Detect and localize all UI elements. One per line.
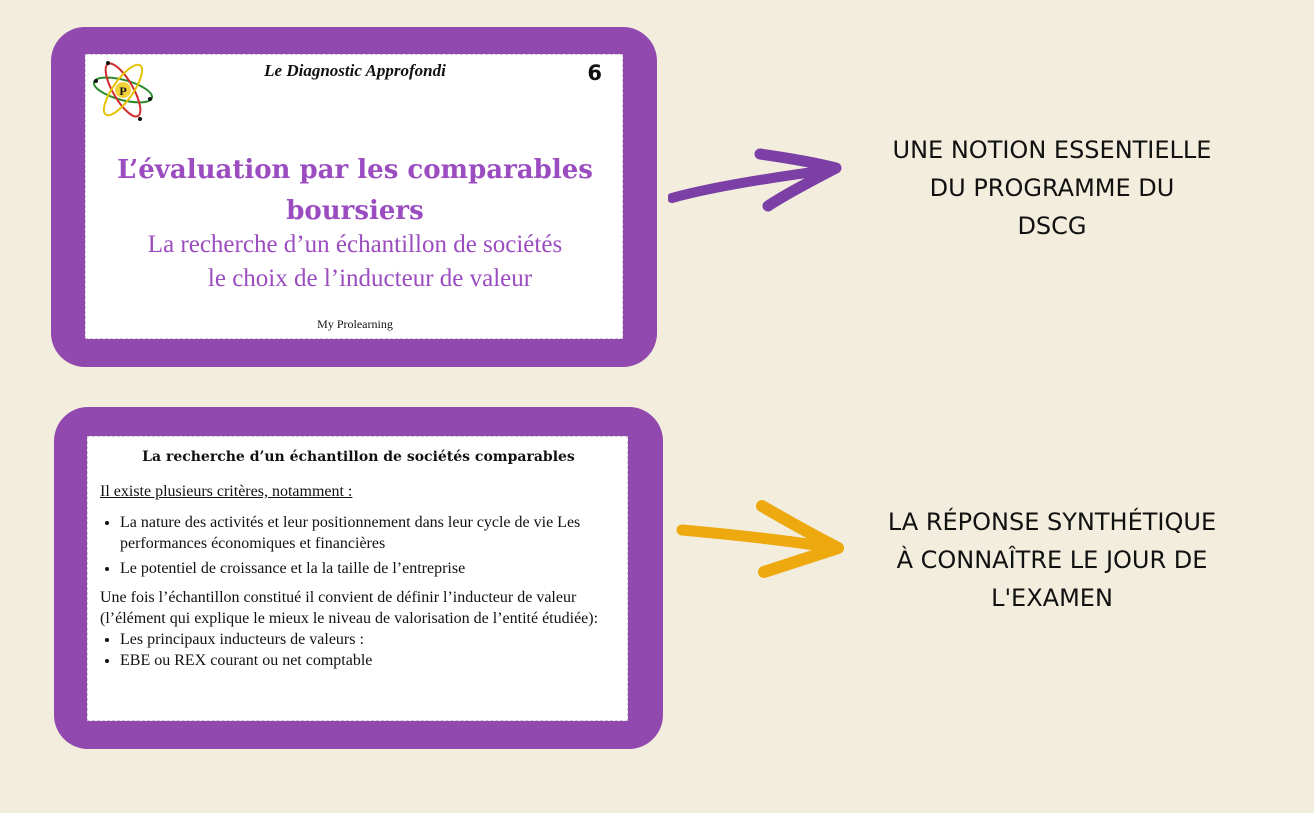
summary-body (100, 481, 619, 671)
logo-letter: P (119, 84, 127, 98)
list-item: • Le potentiel de croissance et la la taille de l’entreprise (120, 558, 619, 579)
callout-line: À CONNAÎTRE LE JOUR DE (896, 546, 1208, 574)
slide-subtitle-line-1: La recherche d’un échantillon de sociétés (147, 231, 563, 258)
callout-essential-notion (842, 131, 1262, 245)
inductor-paragraph: Une fois l’échantillon constitué il convient de définir l’inducteur de valeur (l’élément qui explique le mieux le niveau de valorisation de l’entité étudiée): (100, 589, 599, 627)
list-item: • Les principaux inducteurs de valeurs : (120, 629, 619, 650)
slide-subtitle (86, 228, 623, 296)
title-slide-card (51, 27, 657, 367)
slide-title-line-1: L’évaluation par les comparables (117, 155, 593, 185)
callout-line: L'EXAMEN (991, 584, 1113, 612)
callout-line: DSCG (1017, 212, 1087, 240)
arrow-right-icon (676, 496, 846, 581)
slide-footer: My Prolearning (317, 317, 393, 331)
summary-title: La recherche d’un échantillon de sociétés comparables (142, 449, 575, 465)
arrow-right-icon (668, 148, 844, 213)
title-slide (85, 54, 623, 339)
list-item: • La nature des activités et leur positionnement dans leur cycle de vie Les performances économiques et financières (120, 512, 619, 554)
callout-line: LA RÉPONSE SYNTHÉTIQUE (887, 508, 1217, 536)
list-item: • EBE ou REX courant ou net comptable (120, 650, 619, 671)
inductor-list (100, 629, 619, 671)
callout-synthetic-answer (842, 503, 1262, 617)
header-title: Le Diagnostic Approfondi (264, 61, 446, 80)
criteria-list (100, 512, 619, 579)
summary-slide-card (54, 407, 663, 749)
slide-title-line-2: boursiers (286, 196, 424, 226)
slide-subtitle-line-2: le choix de l’inducteur de valeur (207, 265, 533, 292)
callout-line: UNE NOTION ESSENTIELLE (892, 136, 1212, 164)
slide-title (86, 150, 623, 232)
criteria-intro: Il existe plusieurs critères, notamment : (100, 483, 353, 500)
callout-line: DU PROGRAMME DU (929, 174, 1175, 202)
page-number: 6 (587, 61, 602, 85)
summary-slide (87, 436, 628, 721)
